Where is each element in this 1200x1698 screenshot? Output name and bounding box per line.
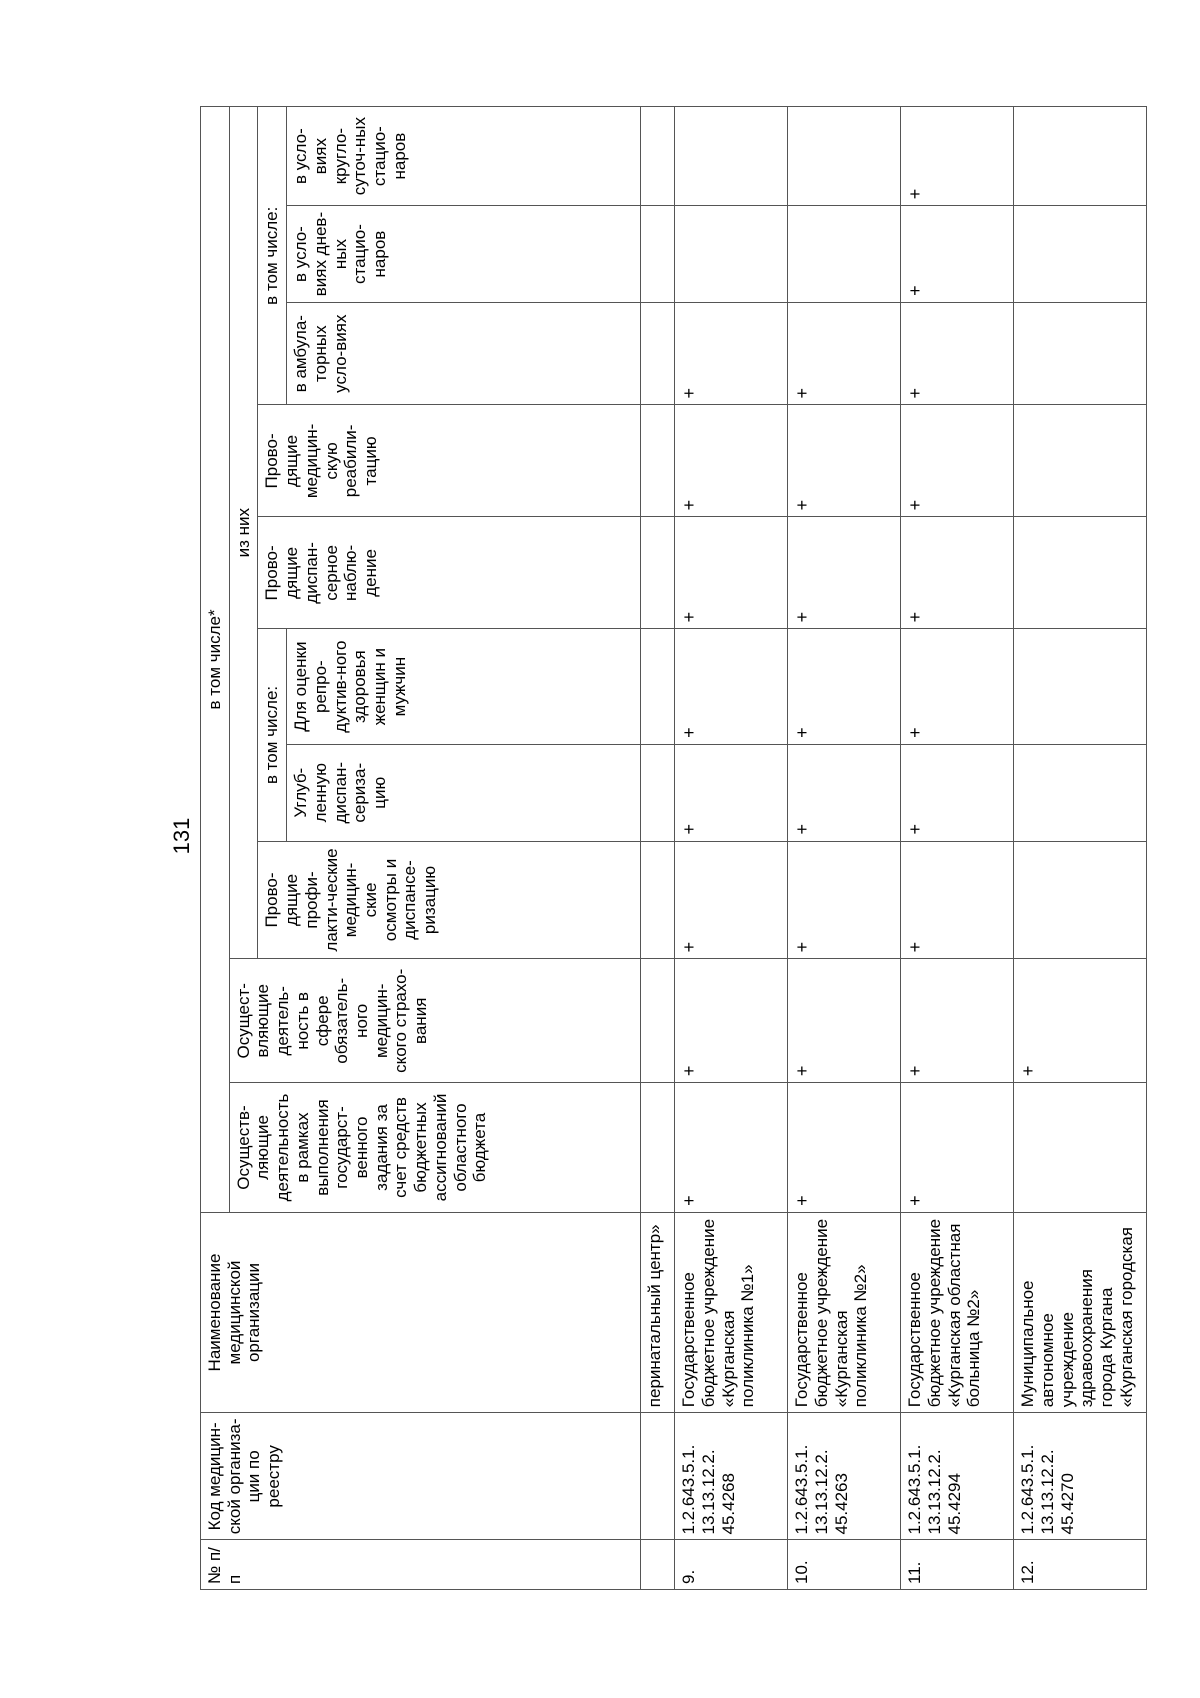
cell-repro: + (675, 629, 788, 745)
continuation-name: перинатальный центр» (641, 1212, 675, 1412)
cell-oms: + (901, 959, 1014, 1083)
cell-prof: + (788, 841, 901, 959)
table-row (901, 107, 1014, 1590)
cell-prof: + (901, 841, 1014, 959)
cell-dnev (788, 206, 901, 303)
cell-dnev: + (901, 206, 1014, 303)
cell-reab (1014, 405, 1147, 517)
header-budget: Осуществ-ляющие деятельность в рамках выполнения государст-венного задания за счет средств бюджетных ассигнований областного бюджета (229, 1083, 640, 1213)
cell-krug: + (901, 107, 1014, 206)
header-dnev: в усло-виях днев-ных стацио-наров (287, 206, 641, 303)
cell-disp: + (788, 517, 901, 629)
medical-organizations-table (200, 106, 1147, 1590)
cell-budget: + (675, 1083, 788, 1213)
table-row (788, 107, 901, 1590)
cell-amb: + (901, 302, 1014, 405)
header-code: Код медицин-ской организа-ции по реестру (201, 1413, 641, 1540)
rotated-table-container (200, 106, 1138, 1590)
row-num: 12. (1014, 1540, 1147, 1590)
row-code: 1.2.643.5.1. 13.13.12.2. 45.4268 (675, 1413, 788, 1540)
header-prof: Прово-дящие профи-лакти-ческие медицин-ские осмотры и диспансе-ризацию (258, 841, 641, 959)
cell-uglub: + (901, 744, 1014, 841)
cell-budget: + (901, 1083, 1014, 1213)
cell-repro (1014, 629, 1147, 745)
row-name: Государственное бюджетное учреждение «Курганская областная больница №2» (901, 1212, 1014, 1412)
cell-oms: + (788, 959, 901, 1083)
header-iz-nih: из них (229, 107, 258, 959)
cell-budget (1014, 1083, 1147, 1213)
cell-oms: + (675, 959, 788, 1083)
cell-uglub: + (675, 744, 788, 841)
header-reab: Прово-дящие медицин-скую реабили-тацию (258, 405, 641, 517)
header-vtc1: в том числе: (258, 629, 287, 841)
cell-uglub (1014, 744, 1147, 841)
header-name: Наименование медицинской организации (201, 1212, 641, 1412)
row-code: 1.2.643.5.1. 13.13.12.2. 45.4263 (788, 1413, 901, 1540)
row-name: Муниципальное автономное учреждение здравоохранения города Кургана «Курганская городская (1014, 1212, 1147, 1412)
cell-amb: + (788, 302, 901, 405)
header-incl: в том числе* (201, 107, 230, 1213)
table-row (675, 107, 788, 1590)
cell-amb: + (675, 302, 788, 405)
cell-repro: + (901, 629, 1014, 745)
row-name: Государственное бюджетное учреждение «Курганская поликлиника №2» (788, 1212, 901, 1412)
header-repro: Для оценки репро-дуктив-ного здоровья женщин и мужчин (287, 629, 641, 745)
cell-disp: + (675, 517, 788, 629)
cell-prof: + (675, 841, 788, 959)
header-uglub: Углуб-ленную диспан-сериза-цию (287, 744, 641, 841)
cell-disp: + (901, 517, 1014, 629)
cell-reab: + (675, 405, 788, 517)
header-num: № п/п (201, 1540, 641, 1590)
cell-budget: + (788, 1083, 901, 1213)
header-amb: в амбула-торных усло-виях (287, 302, 641, 405)
header-row-1 (201, 107, 230, 1590)
row-code: 1.2.643.5.1. 13.13.12.2. 45.4270 (1014, 1413, 1147, 1540)
cell-reab: + (901, 405, 1014, 517)
header-vtc2: в том числе: (258, 107, 287, 405)
cell-prof (1014, 841, 1147, 959)
row-num: 11. (901, 1540, 1014, 1590)
table-row (1014, 107, 1147, 1590)
header-oms: Осущест-вляющие деятель-ность в сфере обязатель-ного медицин-ского страхо-вания (229, 959, 640, 1083)
cell-uglub: + (788, 744, 901, 841)
cell-repro: + (788, 629, 901, 745)
cell-krug (1014, 107, 1147, 206)
cell-reab: + (788, 405, 901, 517)
page-number: 131 (169, 817, 194, 855)
header-krug: в усло-виях кругло-суточ-ных стацио-наров (287, 107, 641, 206)
cell-amb (1014, 302, 1147, 405)
cell-krug (788, 107, 901, 206)
continuation-row (641, 107, 675, 1590)
cell-disp (1014, 517, 1147, 629)
row-num: 9. (675, 1540, 788, 1590)
cell-krug (675, 107, 788, 206)
row-code: 1.2.643.5.1. 13.13.12.2. 45.4294 (901, 1413, 1014, 1540)
header-disp: Прово-дящие диспан-серное наблю-дение (258, 517, 641, 629)
cell-oms: + (1014, 959, 1147, 1083)
cell-dnev (1014, 206, 1147, 303)
cell-dnev (675, 206, 788, 303)
row-num: 10. (788, 1540, 901, 1590)
row-name: Государственное бюджетное учреждение «Курганская поликлиника №1» (675, 1212, 788, 1412)
